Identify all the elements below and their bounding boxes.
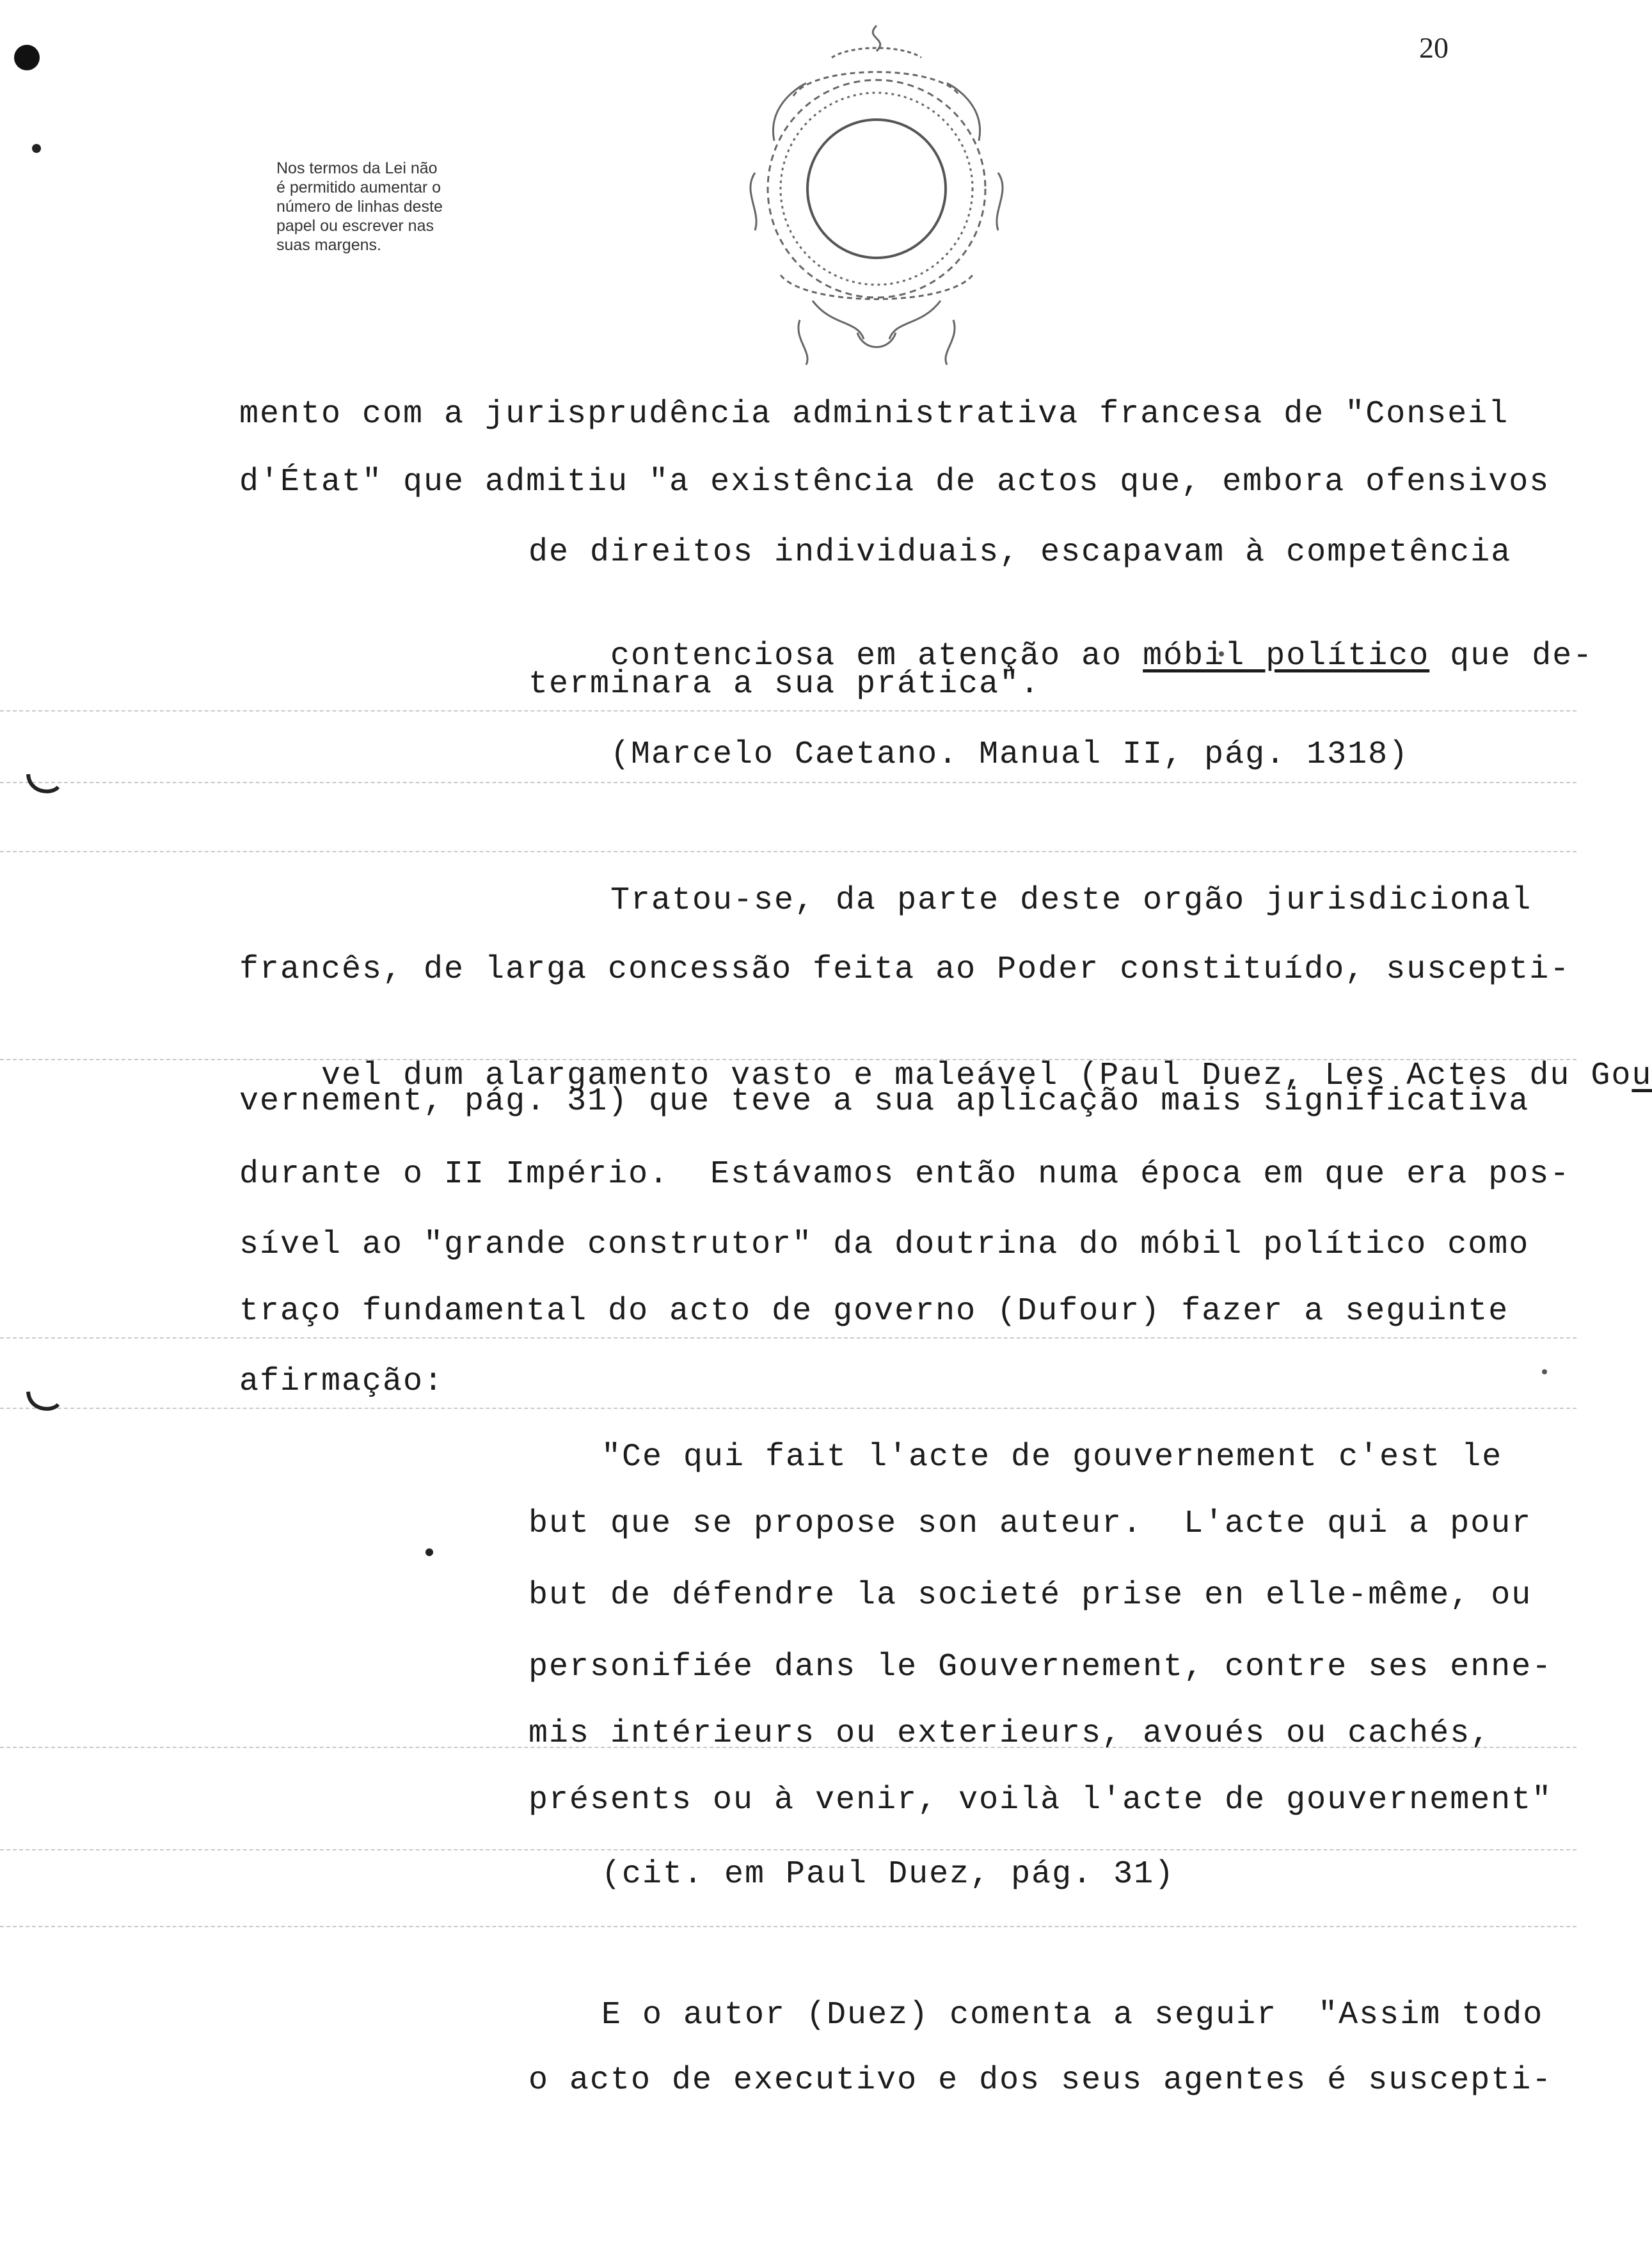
quote-line: personifiée dans le Gouvernement, contre ses enne-	[528, 1649, 1553, 1685]
ruled-line	[0, 1408, 1577, 1409]
text-line: terminara a sua prática".	[528, 666, 1041, 703]
text-line: sível ao "grande construtor" da doutrina do móbil político como	[239, 1227, 1530, 1263]
ruled-line	[0, 1926, 1577, 1927]
text-line: Tratou-se, da parte deste orgão jurisdicional	[610, 882, 1532, 919]
official-seal-icon	[736, 19, 1017, 365]
ruled-line	[0, 782, 1577, 783]
legal-notice-line: Nos termos da Lei não	[276, 159, 438, 177]
text-line: mento com a jurisprudência administrativa francesa de "Conseil	[239, 396, 1509, 433]
ruled-line	[0, 851, 1577, 852]
quote-line: but de défendre la societé prise en elle-même, ou	[528, 1577, 1532, 1614]
underlined-term: móbil político	[1143, 638, 1430, 674]
text-line: durante o II Império. Estávamos então numa época em que era pos-	[239, 1156, 1571, 1193]
legal-notice-line: suas margens.	[276, 236, 381, 254]
legal-notice-line: número de linhas deste	[276, 198, 443, 216]
ruled-line	[0, 1849, 1577, 1850]
underlined-term: u	[1632, 1058, 1652, 1094]
quote-line: but que se propose son auteur. L'acte qui a pour	[528, 1506, 1532, 1542]
scan-speck	[14, 45, 40, 70]
legal-notice	[276, 159, 532, 255]
quote-line: "Ce qui fait l'acte de gouvernement c'est le	[601, 1439, 1503, 1475]
text-line: vernement, pág. 31) que teve a sua aplicação mais significativa	[239, 1083, 1530, 1120]
quote-line: mis intérieurs ou exterieurs, avoués ou cachés,	[528, 1715, 1491, 1752]
scan-speck	[425, 1548, 433, 1556]
quote-line: présents ou à venir, voilà l'acte de gouvernement"	[528, 1782, 1553, 1818]
citation: (cit. em Paul Duez, pág. 31)	[601, 1856, 1175, 1893]
text-fragment: contenciosa em atenção ao	[610, 638, 1143, 674]
scan-speck	[1542, 1369, 1547, 1374]
text-line: d'État" que admitiu "a existência de actos que, embora ofensivos	[239, 464, 1550, 500]
legal-notice-line: papel ou escrever nas	[276, 217, 434, 235]
legal-notice-line: é permitido aumentar o	[276, 179, 441, 196]
text-line: traço fundamental do acto de governo (Dufour) fazer a seguinte	[239, 1293, 1509, 1330]
ruled-line	[0, 1337, 1577, 1339]
citation: (Marcelo Caetano. Manual II, pág. 1318)	[610, 736, 1410, 773]
punch-hole-icon	[23, 768, 61, 800]
scan-speck	[32, 144, 41, 153]
text-line: de direitos individuais, escapavam à competência	[528, 534, 1512, 571]
punch-hole-icon	[23, 1385, 61, 1417]
page-number: 20	[1419, 31, 1449, 64]
text-line: o acto de executivo e dos seus agentes é suscepti-	[528, 2062, 1553, 2099]
text-fragment: vel dum alargamento vasto e maleável (Paul Duez, Les Actes du Go	[321, 1058, 1632, 1094]
text-line: E o autor (Duez) comenta a seguir "Assim todo	[601, 1997, 1544, 2033]
text-fragment: que de-	[1429, 638, 1594, 674]
text-line: francês, de larga concessão feita ao Poder constituído, suscepti-	[239, 951, 1571, 988]
text-line: afirmação:	[239, 1363, 445, 1400]
